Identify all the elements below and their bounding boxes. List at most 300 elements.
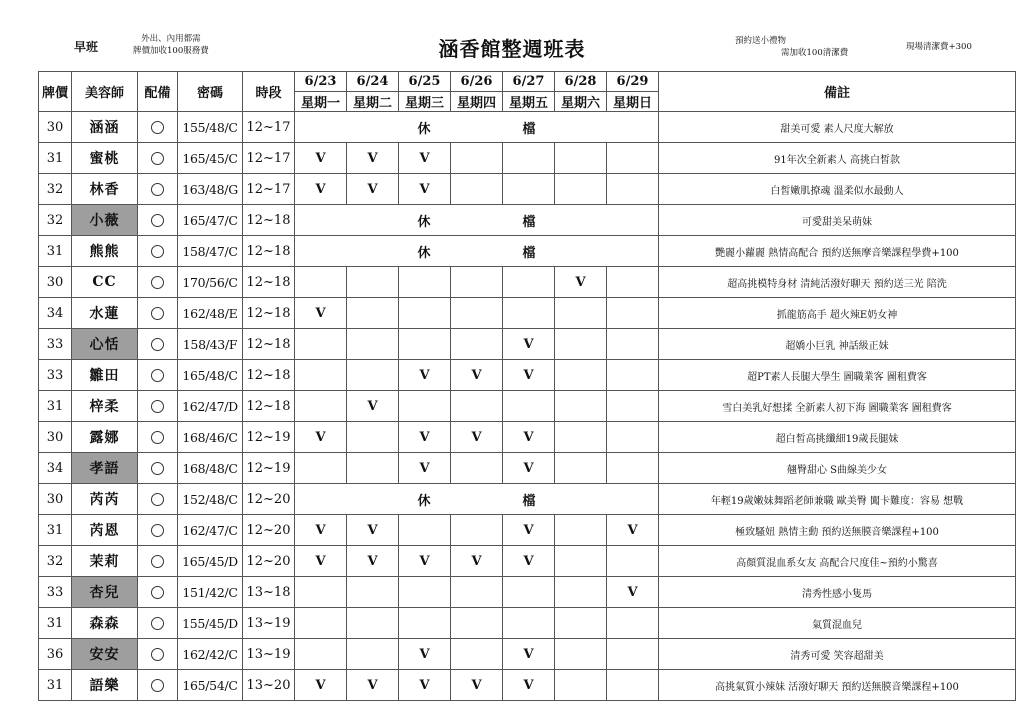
day-cell: V — [503, 453, 555, 484]
shift-label: 早班 — [74, 40, 99, 54]
code-cell: 168/46/C — [178, 422, 243, 453]
code-cell: 155/45/D — [178, 608, 243, 639]
note-cell: 超高挑模特身材 清純活潑好聊天 預約送三光 陪洗 — [659, 267, 1016, 298]
equip-cell — [138, 205, 178, 236]
price-cell: 30 — [39, 484, 72, 515]
day-cell: V — [399, 670, 451, 701]
equip-cell — [138, 639, 178, 670]
date-header: 6/25 — [399, 72, 451, 92]
code-cell: 162/48/E — [178, 298, 243, 329]
day-cell — [347, 422, 399, 453]
day-cell: V — [503, 670, 555, 701]
day-cell — [607, 546, 659, 577]
code-cell: 155/48/C — [178, 112, 243, 143]
day-cell — [347, 608, 399, 639]
day-cell — [451, 174, 503, 205]
circle-icon — [151, 121, 164, 134]
day-cell — [347, 360, 399, 391]
equip-cell — [138, 360, 178, 391]
circle-icon — [151, 617, 164, 630]
table-row — [39, 484, 1016, 515]
service-fee-note-line1: 外出、內用都需 — [141, 34, 201, 44]
code-cell: 163/48/G — [178, 174, 243, 205]
therapist-name: 涵涵 — [72, 112, 138, 143]
circle-icon — [151, 493, 164, 506]
day-cell — [555, 639, 607, 670]
hours-cell: 12~20 — [243, 515, 295, 546]
day-cell — [555, 174, 607, 205]
circle-icon — [151, 369, 164, 382]
day-cell — [607, 267, 659, 298]
day-cell — [607, 422, 659, 453]
day-cell — [399, 608, 451, 639]
circle-icon — [151, 555, 164, 568]
note-cell: 艷麗小蘿麗 熱情高配合 預約送無摩音樂課程學費+100 — [659, 236, 1016, 267]
weekday-header: 星期二 — [347, 92, 399, 112]
equip-cell — [138, 670, 178, 701]
hours-cell: 12~18 — [243, 391, 295, 422]
hours-cell: 12~19 — [243, 453, 295, 484]
day-cell — [555, 577, 607, 608]
price-cell: 31 — [39, 236, 72, 267]
col-header-price: 牌價 — [39, 72, 72, 112]
col-header-notes: 備註 — [659, 72, 1016, 112]
equip-cell — [138, 608, 178, 639]
circle-icon — [151, 307, 164, 320]
day-cell — [607, 670, 659, 701]
day-cell: V — [295, 670, 347, 701]
hours-cell: 12~18 — [243, 236, 295, 267]
weekday-header: 星期六 — [555, 92, 607, 112]
day-cell — [503, 267, 555, 298]
day-cell — [451, 391, 503, 422]
day-cell — [451, 639, 503, 670]
day-cell — [399, 298, 451, 329]
hours-cell: 12~18 — [243, 360, 295, 391]
day-cell — [347, 639, 399, 670]
day-cell — [347, 329, 399, 360]
therapist-name: 林香 — [72, 174, 138, 205]
therapist-name: 森森 — [72, 608, 138, 639]
day-cell — [399, 267, 451, 298]
table-row — [39, 608, 1016, 639]
weekday-header: 星期日 — [607, 92, 659, 112]
price-cell: 36 — [39, 639, 72, 670]
note-cell: 氣質混血兒 — [659, 608, 1016, 639]
weekday-header: 星期四 — [451, 92, 503, 112]
therapist-name: 心恬 — [72, 329, 138, 360]
hours-cell: 12~17 — [243, 112, 295, 143]
note-cell: 翹臀甜心 S曲線美少女 — [659, 453, 1016, 484]
therapist-name: 芮恩 — [72, 515, 138, 546]
day-cell — [399, 515, 451, 546]
note-cell: 清秀性感小隻馬 — [659, 577, 1016, 608]
day-cell: V — [347, 143, 399, 174]
day-cell: V — [399, 143, 451, 174]
off-label-first: 休 — [417, 493, 431, 509]
table-row — [39, 422, 1016, 453]
code-cell: 162/47/C — [178, 515, 243, 546]
note-cell: 雪白美乳好想揉 全新素人初下海 圖職業客 圖租費客 — [659, 391, 1016, 422]
day-cell — [555, 422, 607, 453]
day-cell: V — [295, 422, 347, 453]
note-cell: 極致騷妞 熱情主動 預約送無膜音樂課程+100 — [659, 515, 1016, 546]
note-cell: 可愛甜美呆萌妹 — [659, 205, 1016, 236]
code-cell: 165/47/C — [178, 205, 243, 236]
equip-cell — [138, 174, 178, 205]
day-cell — [295, 639, 347, 670]
col-header-therapist: 美容師 — [72, 72, 138, 112]
circle-icon — [151, 245, 164, 258]
day-cell — [607, 298, 659, 329]
day-cell: V — [607, 577, 659, 608]
hours-cell: 13~19 — [243, 608, 295, 639]
col-header-equip: 配備 — [138, 72, 178, 112]
day-cell — [295, 453, 347, 484]
off-label-second: 檔 — [522, 214, 536, 230]
day-cell — [555, 670, 607, 701]
code-cell: 158/47/C — [178, 236, 243, 267]
equip-cell — [138, 546, 178, 577]
hours-cell: 12~18 — [243, 205, 295, 236]
note-cell: 超PT素人長腿大學生 圖職業客 圖租費客 — [659, 360, 1016, 391]
off-label-first: 休 — [417, 245, 431, 261]
equip-cell — [138, 112, 178, 143]
code-cell: 165/45/D — [178, 546, 243, 577]
therapist-name: 蜜桃 — [72, 143, 138, 174]
table-row — [39, 670, 1016, 701]
note-cell: 高顏質混血系女友 高配合尺度佳~預約小驚喜 — [659, 546, 1016, 577]
price-cell: 30 — [39, 112, 72, 143]
price-cell: 34 — [39, 298, 72, 329]
day-cell — [451, 267, 503, 298]
day-cell: V — [347, 174, 399, 205]
date-header: 6/29 — [607, 72, 659, 92]
hours-cell: 12~18 — [243, 298, 295, 329]
equip-cell — [138, 329, 178, 360]
day-cell — [555, 608, 607, 639]
price-cell: 31 — [39, 515, 72, 546]
weekday-header: 星期一 — [295, 92, 347, 112]
equip-cell — [138, 577, 178, 608]
table-row — [39, 391, 1016, 422]
table-row — [39, 515, 1016, 546]
day-cell — [503, 577, 555, 608]
off-label-second: 檔 — [522, 245, 536, 261]
day-cell — [503, 298, 555, 329]
day-cell — [451, 143, 503, 174]
page-title: 涵香館整週班表 — [438, 37, 586, 61]
day-cell — [555, 453, 607, 484]
circle-icon — [151, 400, 164, 413]
circle-icon — [151, 586, 164, 599]
code-cell: 165/45/C — [178, 143, 243, 174]
day-cell: V — [451, 670, 503, 701]
hours-cell: 13~18 — [243, 577, 295, 608]
therapist-name: 水蓮 — [72, 298, 138, 329]
date-header: 6/28 — [555, 72, 607, 92]
therapist-name: 熊熊 — [72, 236, 138, 267]
day-cell — [399, 329, 451, 360]
day-cell — [607, 391, 659, 422]
off-label-second: 檔 — [522, 121, 536, 137]
price-cell: 33 — [39, 577, 72, 608]
day-cell: V — [503, 639, 555, 670]
day-cell — [503, 143, 555, 174]
day-cell: V — [503, 360, 555, 391]
hours-cell: 12~17 — [243, 174, 295, 205]
day-cell — [295, 360, 347, 391]
circle-icon — [151, 679, 164, 692]
equip-cell — [138, 236, 178, 267]
day-cell — [295, 608, 347, 639]
day-cell: V — [295, 298, 347, 329]
day-off-cell — [295, 112, 659, 143]
day-cell — [451, 577, 503, 608]
therapist-name: 語樂 — [72, 670, 138, 701]
day-cell — [503, 608, 555, 639]
therapist-name: 茉莉 — [72, 546, 138, 577]
day-cell — [503, 174, 555, 205]
hours-cell: 12~19 — [243, 422, 295, 453]
code-cell: 170/56/C — [178, 267, 243, 298]
day-cell — [607, 360, 659, 391]
day-cell: V — [347, 670, 399, 701]
table-row — [39, 298, 1016, 329]
day-cell: V — [503, 329, 555, 360]
note-cell: 甜美可愛 素人尺度大解放 — [659, 112, 1016, 143]
equip-cell — [138, 298, 178, 329]
day-cell — [451, 515, 503, 546]
day-cell — [555, 546, 607, 577]
code-cell: 152/48/C — [178, 484, 243, 515]
col-header-code: 密碼 — [178, 72, 243, 112]
day-cell — [399, 391, 451, 422]
circle-icon — [151, 183, 164, 196]
day-cell: V — [399, 546, 451, 577]
day-cell — [295, 267, 347, 298]
circle-icon — [151, 214, 164, 227]
therapist-name: 小薇 — [72, 205, 138, 236]
day-cell: V — [555, 267, 607, 298]
weekday-header: 星期三 — [399, 92, 451, 112]
equip-cell — [138, 143, 178, 174]
day-off-cell — [295, 236, 659, 267]
day-cell — [451, 329, 503, 360]
price-cell: 31 — [39, 391, 72, 422]
day-cell: V — [399, 639, 451, 670]
off-label-second: 檔 — [522, 493, 536, 509]
table-row — [39, 143, 1016, 174]
day-cell: V — [295, 515, 347, 546]
note-cell: 高挑氣質小辣妹 活潑好聊天 預約送無膜音樂課程+100 — [659, 670, 1016, 701]
weekly-schedule-table — [38, 71, 1016, 701]
date-header: 6/26 — [451, 72, 503, 92]
price-cell: 33 — [39, 329, 72, 360]
off-label-first: 休 — [417, 121, 431, 137]
day-cell — [607, 639, 659, 670]
weekday-header: 星期五 — [503, 92, 555, 112]
equip-cell — [138, 453, 178, 484]
day-cell: V — [347, 515, 399, 546]
day-cell — [555, 391, 607, 422]
note-cell: 超白皙高挑纖細19歲長腿妹 — [659, 422, 1016, 453]
hours-cell: 12~17 — [243, 143, 295, 174]
day-cell — [555, 298, 607, 329]
therapist-name: 杏兒 — [72, 577, 138, 608]
hours-cell: 12~20 — [243, 484, 295, 515]
table-row — [39, 112, 1016, 143]
circle-icon — [151, 431, 164, 444]
day-off-cell — [295, 205, 659, 236]
note-cell: 91年次全新素人 高挑白皙款 — [659, 143, 1016, 174]
equip-cell — [138, 422, 178, 453]
day-cell — [607, 608, 659, 639]
booking-note-line1: 預約送小禮物 — [735, 36, 787, 46]
hours-cell: 13~19 — [243, 639, 295, 670]
day-cell — [607, 143, 659, 174]
day-cell — [347, 267, 399, 298]
day-cell — [347, 453, 399, 484]
day-off-cell — [295, 484, 659, 515]
day-cell — [347, 298, 399, 329]
equip-cell — [138, 391, 178, 422]
day-cell — [555, 329, 607, 360]
day-cell: V — [399, 422, 451, 453]
circle-icon — [151, 648, 164, 661]
therapist-name: 露娜 — [72, 422, 138, 453]
therapist-name: 孝語 — [72, 453, 138, 484]
day-cell: V — [399, 453, 451, 484]
table-row — [39, 205, 1016, 236]
day-cell — [607, 329, 659, 360]
code-cell: 165/48/C — [178, 360, 243, 391]
day-cell — [555, 515, 607, 546]
day-cell — [295, 391, 347, 422]
day-cell — [555, 143, 607, 174]
note-cell: 超嬌小巨乳 神話級正妹 — [659, 329, 1016, 360]
table-row — [39, 546, 1016, 577]
off-label-first: 休 — [417, 214, 431, 230]
day-cell — [347, 577, 399, 608]
price-cell: 31 — [39, 608, 72, 639]
day-cell: V — [399, 360, 451, 391]
equip-cell — [138, 267, 178, 298]
therapist-name: 梓柔 — [72, 391, 138, 422]
code-cell: 151/42/C — [178, 577, 243, 608]
price-cell: 31 — [39, 143, 72, 174]
therapist-name: 芮芮 — [72, 484, 138, 515]
day-cell — [295, 329, 347, 360]
therapist-name: 安安 — [72, 639, 138, 670]
hours-cell: 12~20 — [243, 546, 295, 577]
service-fee-note-line2: 牌價加收100服務費 — [133, 46, 209, 56]
hours-cell: 13~20 — [243, 670, 295, 701]
day-cell: V — [451, 360, 503, 391]
booking-note — [735, 35, 848, 59]
code-cell: 162/42/C — [178, 639, 243, 670]
price-cell: 32 — [39, 546, 72, 577]
table-row — [39, 577, 1016, 608]
day-cell — [555, 360, 607, 391]
day-cell — [451, 453, 503, 484]
table-row — [39, 639, 1016, 670]
day-cell: V — [503, 515, 555, 546]
day-cell: V — [347, 391, 399, 422]
therapist-name: 雛田 — [72, 360, 138, 391]
date-header: 6/27 — [503, 72, 555, 92]
price-cell: 34 — [39, 453, 72, 484]
code-cell: 162/47/D — [178, 391, 243, 422]
day-cell — [503, 391, 555, 422]
day-cell — [295, 577, 347, 608]
header-row-dates — [39, 72, 1016, 92]
note-cell: 年輕19歲嫩妹舞蹈老師兼職 歐美臀 闖卡難度：容易 想戰 — [659, 484, 1016, 515]
day-cell: V — [451, 546, 503, 577]
day-cell — [607, 174, 659, 205]
day-cell — [451, 608, 503, 639]
table-row — [39, 453, 1016, 484]
day-cell: V — [295, 174, 347, 205]
code-cell: 165/54/C — [178, 670, 243, 701]
price-cell: 30 — [39, 422, 72, 453]
hours-cell: 12~18 — [243, 267, 295, 298]
note-cell: 抓龍筋高手 超火辣E奶女神 — [659, 298, 1016, 329]
price-cell: 30 — [39, 267, 72, 298]
price-cell: 32 — [39, 174, 72, 205]
day-cell — [451, 298, 503, 329]
hours-cell: 12~18 — [243, 329, 295, 360]
day-cell: V — [503, 546, 555, 577]
circle-icon — [151, 524, 164, 537]
price-cell: 33 — [39, 360, 72, 391]
code-cell: 168/48/C — [178, 453, 243, 484]
day-cell — [399, 577, 451, 608]
code-cell: 158/43/F — [178, 329, 243, 360]
day-cell: V — [399, 174, 451, 205]
equip-cell — [138, 484, 178, 515]
day-cell — [607, 453, 659, 484]
price-cell: 31 — [39, 670, 72, 701]
circle-icon — [151, 276, 164, 289]
table-row — [39, 236, 1016, 267]
day-cell: V — [347, 546, 399, 577]
table-row — [39, 329, 1016, 360]
circle-icon — [151, 462, 164, 475]
date-header: 6/24 — [347, 72, 399, 92]
date-header: 6/23 — [295, 72, 347, 92]
therapist-name: CC — [72, 267, 138, 298]
schedule-rows — [39, 112, 1016, 701]
table-row — [39, 267, 1016, 298]
note-cell: 白皙嫩肌撩魂 溫柔似水最動人 — [659, 174, 1016, 205]
equip-cell — [138, 515, 178, 546]
onsite-fee-note: 現場清潔費+300 — [906, 42, 972, 52]
price-cell: 32 — [39, 205, 72, 236]
day-cell: V — [295, 143, 347, 174]
table-row — [39, 360, 1016, 391]
circle-icon — [151, 152, 164, 165]
booking-note-line2: 需加收100清潔費 — [781, 48, 849, 58]
day-cell: V — [503, 422, 555, 453]
col-header-hours: 時段 — [243, 72, 295, 112]
day-cell: V — [451, 422, 503, 453]
table-row — [39, 174, 1016, 205]
day-cell: V — [607, 515, 659, 546]
circle-icon — [151, 338, 164, 351]
day-cell: V — [295, 546, 347, 577]
note-cell: 清秀可愛 笑容超甜美 — [659, 639, 1016, 670]
